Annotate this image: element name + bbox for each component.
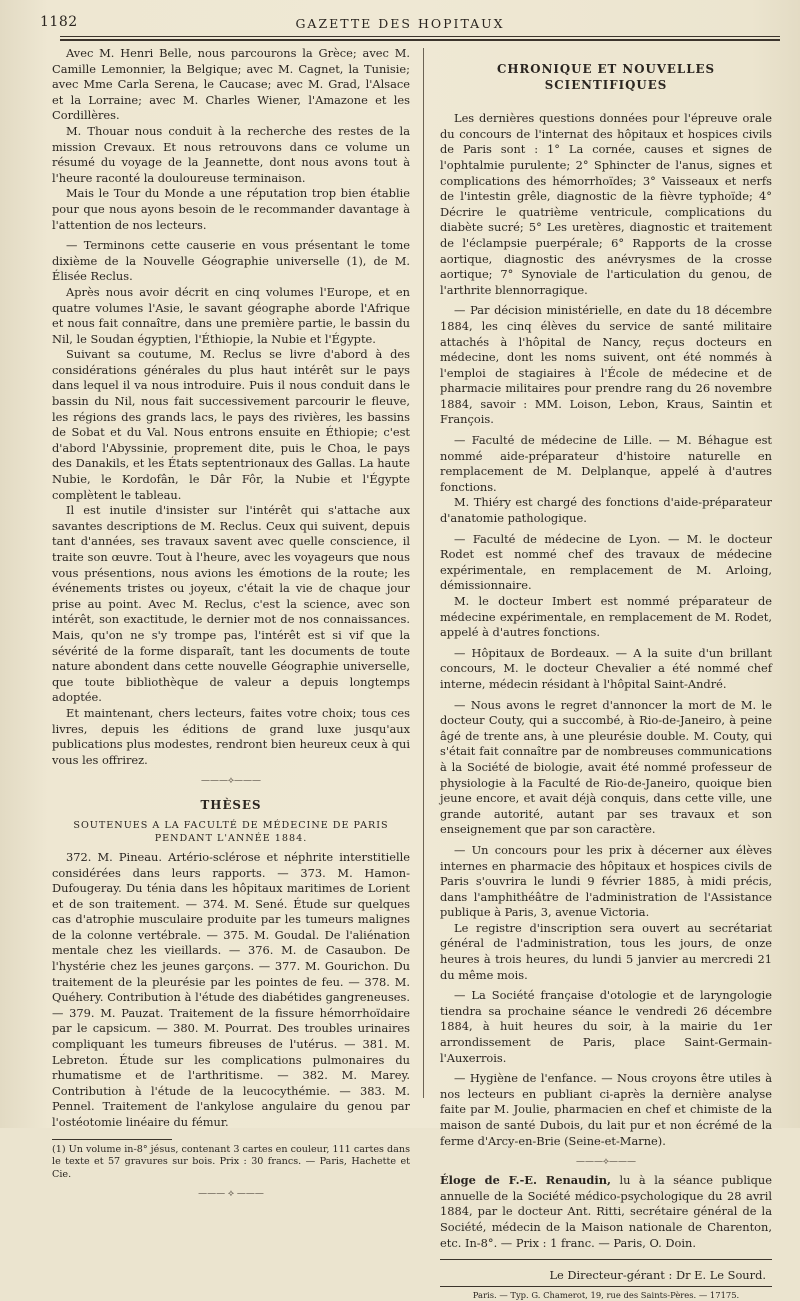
header-rule-thick bbox=[60, 39, 780, 41]
paragraph: — Faculté de médecine de Lyon. — M. le docteur Rodet est nommé chef des travaux de médecine expérimentale, en remplacement de M. Arloing, démissionnaire. bbox=[440, 531, 772, 593]
paragraph: M. le docteur Imbert est nommé préparateur de médecine expérimentale, en remplacement de M. Rodet, appelé à d'autres fonctions. bbox=[440, 594, 772, 640]
paragraph: — Nous avons le regret d'annoncer la mort de M. le docteur Couty, qui a succombé, à Rio-de-Janeiro, à peine âgé de trente ans, à une pleurésie double. M. Couty, qui s'était fait connaître par de nombreuses communications à la Société de biologie, avait été nommé professeur de physiologie à la Faculté de Rio-de-Janeiro, quoique bien jeune encore, et avait déjà conquis, dans cette ville, une grande autorité, autant par ses travaux et son enseignement que par son caractère. bbox=[440, 697, 772, 837]
paragraph: Il est inutile d'insister sur l'intérêt qui s'attache aux savantes descriptions de M. Reclus. Ceux qui suivent, depuis tant d'années, ses travaux savent avec quelle conscience, il traite son œuvre. Tout à l'heure, avec les voyageurs que nous vous présentions, nous avions les émotions de la route; les événements tristes ou joyeux, c'était la vie de chaque jour prise au point. Avec M. Reclus, c'est la science, avec son intérêt, son exactitude, le dernier mot de nos connaissances. Mais, qu'on ne s'y trompe pas, l'intérêt est si vif que la sévérité de la forme disparaît, tant les documents de toute nature abondent dans cette nouvelle Géographie universelle, que toute bibliothèque de valeur a depuis longtemps adoptée. bbox=[52, 503, 410, 705]
footnote-separator: ——— ⟡ ——— bbox=[198, 1189, 264, 1200]
paragraph: — Hôpitaux de Bordeaux. — A la suite d'un brillant concours, M. le docteur Chevalier a été nommé chef interne, médecin résidant à l'hôpital Saint-André. bbox=[440, 645, 772, 691]
footnote: (1) Un volume in-8° jésus, contenant 3 cartes en couleur, 111 cartes dans le texte et 57 gravures sur bois. Prix : 30 francs. — Paris, Hachette et Cie. bbox=[52, 1143, 410, 1180]
theses-subtitle-year: PENDANT L'ANNÉE 1884. bbox=[154, 832, 308, 844]
right-column bbox=[440, 46, 772, 1301]
paragraph: M. Thouar nous conduit à la recherche des restes de la mission Crevaux. Et nous retrouvons dans ce volume un résumé du voyage de la Jeannette, dont nous avons tout à l'heure raconté la douloureuse terminaison. bbox=[52, 123, 410, 185]
signature: Le Directeur-gérant : Dr E. Le Sourd. bbox=[549, 1268, 766, 1283]
publication-title: Éloge de F.-E. Renaudin, bbox=[440, 1173, 611, 1188]
section-title: CHRONIQUE ET NOUVELLES SCIENTIFIQUES bbox=[496, 62, 716, 92]
paragraph: Le registre d'inscription sera ouvert au secrétariat général de l'administration, tous les jours, de onze heures à trois heures, du lundi 5 janvier au mercredi 21 du même mois. bbox=[440, 920, 772, 982]
paragraph: — Terminons cette causerie en vous présentant le tome dixième de la Nouvelle Géographie universelle (1), de M. Élisée Reclus. bbox=[52, 238, 410, 284]
paragraph: M. Thiéry est chargé des fonctions d'aide-préparateur d'anatomie pathologique. bbox=[440, 495, 772, 526]
publication-text: lu à la séance publique annuelle de la Société médico-psychologique du 28 avril 1884, par le docteur Ant. Ritti, secrétaire général de la Société, médecin de la Maison nationale de Charenton, etc. In-8°. — Prix : 1 franc. — Paris, O. Doin. bbox=[440, 1173, 772, 1250]
theses-title: THÈSES bbox=[200, 798, 262, 813]
page-number: 1182 bbox=[40, 14, 78, 30]
paragraph: — Faculté de médecine de Lille. — M. Béhague est nommé aide-préparateur d'histoire naturelle en remplacement de M. Delplanque, appelé à d'autres fonctions. bbox=[440, 433, 772, 494]
signature-rule-bottom bbox=[440, 1286, 772, 1287]
paragraph: Avec M. Henri Belle, nous parcourons la Grèce; avec M. Camille Lemonnier, la Belgique; avec M. Cagnet, la Tunisie; avec Mme Carla Serena, le Caucase; avec M. Grad, l'Alsace et la Lorraine; avec M. Charles Wiener, l'Amazone et les Cordillères. bbox=[52, 46, 410, 123]
signature-rule-top bbox=[440, 1259, 772, 1260]
imprint: Paris. — Typ. G. Chamerot, 19, rue des Saints-Pères. — 17175. bbox=[472, 1289, 740, 1300]
publication-notice bbox=[440, 1173, 772, 1251]
running-title: GAZETTE DES HOPITAUX bbox=[295, 16, 505, 31]
column-divider bbox=[423, 48, 424, 1098]
ornamental-separator: ———⟡——— bbox=[576, 1157, 636, 1168]
footnote-rule bbox=[52, 1139, 172, 1140]
paragraph: — Par décision ministérielle, en date du 18 décembre 1884, les cinq élèves du service de santé militaire attachés à l'hôpital de Nancy, reçus docteurs en médecine, dont les noms suivent, ont été nommés à l'emploi de stagiaires à l'École de médecine et de pharmacie militaires pour prendre rang du 26 novembre 1884, savoir : MM. Loison, Lebon, Kraus, Saintin et François. bbox=[440, 303, 772, 427]
paragraph: — Un concours pour les prix à décerner aux élèves internes en pharmacie des hôpitaux et hospices civils de Paris s'ouvrira le lundi 9 février 1885, à midi précis, dans l'amphithéâtre de l'administration de l'Assistance publique à Paris, 3, avenue Victoria. bbox=[440, 842, 772, 920]
left-column bbox=[52, 46, 410, 1205]
paragraph: Suivant sa coutume, M. Reclus se livre d'abord à des considérations générales du plus haut intérêt sur le pays dans lequel il va nous introduire. Puis il nous conduit dans le bassin du Nil, nous fait successivement parcourir le fleuve, les régions des grands lacs, le pays des rivières, les bassins de Sobat et du Val. Nous entrons ensuite en Éthiopie; c'est d'abord l'Abyssinie, proprement dite, puis le Choa, le pays des Danakils, et les États septentrionaux des Gallas. La haute Nubie, le Kordofân, le Dâr Fôr, la Nubie et l'Égypte complètent le tableau. bbox=[52, 347, 410, 502]
paragraph: Les dernières questions données pour l'épreuve orale du concours de l'internat des hôpitaux et hospices civils de Paris sont : 1° La cornée, causes et signes de l'ophtalmie purulente; 2° Sphincter de l'anus, signes et complications des hémorrhoïdes; 3° Vaisseaux et nerfs de l'intestin grêle, diagnostic de la fièvre typhoïde; 4° Décrire le quatrième ventricule, complications du diabète sucré; 5° Les uretères, diagnostic et traitement de l'éclampsie puerpérale; 6° Rapports de la crosse aortique, diagnostic des anévrysmes de la crosse aortique; 7° Synoviale de l'articulation du genou, de l'arthrite blennorragique. bbox=[440, 111, 772, 297]
paragraph: Et maintenant, chers lecteurs, faites votre choix; tous ces livres, depuis les éditions de grand luxe jusqu'aux publications plus modestes, rendront bien heureux ceux à qui vous les offrirez. bbox=[52, 705, 410, 767]
paragraph: Après nous avoir décrit en cinq volumes l'Europe, et en quatre volumes l'Asie, le savant géographe aborde l'Afrique et nous fait connaître, dans une première partie, le bassin du Nil, le Soudan égyptien, l'Éthiopie, la Nubie et l'Égypte. bbox=[52, 284, 410, 346]
paragraph: Mais le Tour du Monde a une réputation trop bien établie pour que nous ayons besoin de le recommander davantage à l'attention de nos lecteurs. bbox=[52, 186, 410, 232]
theses-subtitle: SOUTENUES A LA FACULTÉ DE MÉDECINE DE PARIS bbox=[73, 819, 389, 831]
ornamental-separator: ———⟡——— bbox=[201, 776, 261, 787]
paragraph: — Hygiène de l'enfance. — Nous croyons être utiles à nos lecteurs en publiant ci-après la dernière analyse faite par M. Joulie, pharmacien en chef et chimiste de la maison de santé Dubois, du lait pur et non écrémé de la ferme d'Arcy-en-Brie (Seine-et-Marne). bbox=[440, 1071, 772, 1148]
paragraph: — La Société française d'otologie et de laryngologie tiendra sa prochaine séance le vendredi 26 décembre 1884, à huit heures du soir, à la mairie du 1er arrondissement de Paris, place Saint-Germain-l'Auxerrois. bbox=[440, 988, 772, 1065]
header-rule bbox=[60, 36, 780, 37]
theses-list: 372. M. Pineau. Artério-sclérose et néphrite interstitielle considérées dans leurs rapports. — 373. M. Hamon-Dufougeray. Du ténia dans les hôpitaux maritimes de Lorient et de son traitement. — 374. M. Sené. Étude sur quelques cas d'atrophie musculaire produite par les tumeurs malignes de la colonne vertébrale. — 375. M. Goudal. De l'aliénation mentale chez les vieillards. — 376. M. de Casaubon. De l'hystérie chez les jeunes garçons. — 377. M. Gourichon. Du traitement de la pleurésie par les pointes de feu. — 378. M. Quéhery. Contribution à l'étude des diabétides gangreneuses. — 379. M. Pauzat. Traitement de la fissure hémorrhoïdaire par le capsicum. — 380. M. Pourrat. Des troubles urinaires compliquant les tumeurs fibreuses de l'utérus. — 381. M. Lebreton. Étude sur les complications pulmonaires du rhumatisme et de l'arthritisme. — 382. M. Marey. Contribution à l'étude de la leucocythémie. — 383. M. Pennel. Traitement de l'ankylose angulaire du genou par l'ostéotomie linéaire du fémur. bbox=[52, 849, 410, 1129]
